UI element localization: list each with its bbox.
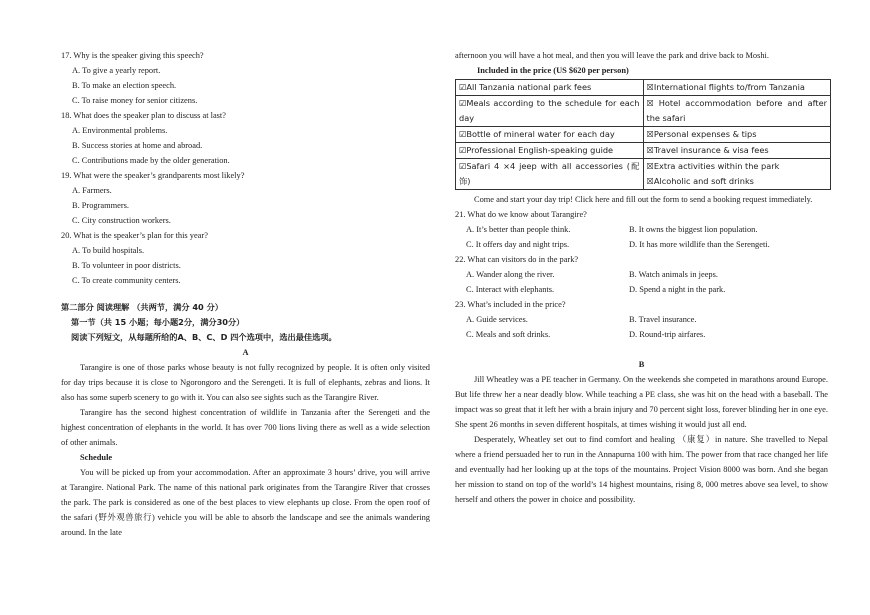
option: A. Environmental problems. xyxy=(72,126,168,135)
left-column xyxy=(61,48,430,540)
options-row xyxy=(455,267,828,282)
table-cell-included: ☑Safari 4 ×4 jeep with all accessories (配饰) xyxy=(456,159,644,190)
options-row xyxy=(455,222,828,237)
option: B. To make an election speech. xyxy=(72,81,177,90)
price-table xyxy=(455,79,831,190)
passage-b-paragraph-1: Jill Wheatley was a PE teacher in Germany. On the weekends she competed in marathons around Europe. But life threw her a near deadly blow. While teaching a PE class, she was hit on the head with a baseball. The impact was so great that it left her with a brain injury and 70 percent sight loss, forever blinding her in one eye. She spent 26 months in seven different hospitals, at times wishing it would just all end. xyxy=(455,375,828,429)
table-cell-excluded: ☒Extra activities within the park ☒Alcoholic and soft drinks xyxy=(643,159,831,190)
passage-b-label: B xyxy=(638,360,645,369)
options-row xyxy=(455,327,828,342)
table-cell-excluded: ☒Travel insurance & visa fees xyxy=(643,143,831,159)
option: A. Wander along the river. xyxy=(466,270,555,279)
question-22: 22. What can visitors do in the park? xyxy=(455,255,579,264)
table-cell-included: ☑Professional English-speaking guide xyxy=(456,143,644,159)
option: A. To build hospitals. xyxy=(72,246,145,255)
option: C. City construction workers. xyxy=(72,216,171,225)
option: A. Guide services. xyxy=(466,315,528,324)
option: A. Farmers. xyxy=(72,186,112,195)
part-2-title: 第二部分 阅读理解 （共两节，满分 40 分） xyxy=(61,302,223,312)
question-20: 20. What is the speaker’s plan for this year? xyxy=(61,231,208,240)
table-row xyxy=(456,127,831,143)
options-row xyxy=(455,312,828,327)
passage-a-paragraph-1: Tarangire is one of those parks whose beauty is not fully recognized by people. It is often only visited for day trips because it is close to Ngorongoro and the Serengeti. It is full of elephants, zebras and lions. It also has some superb scenery to go with it. You can also see sights such as the Tarangire River. xyxy=(61,363,430,402)
option: B. Travel insurance. xyxy=(629,315,697,324)
options-row xyxy=(455,237,828,252)
question-17: 17. Why is the speaker giving this speech? xyxy=(61,51,204,60)
table-cell-included: ☑All Tanzania national park fees xyxy=(456,80,644,96)
passage-a-paragraph-2: Tarangire has the second highest concentration of wildlife in Tanzania after the Serengeti and the highest concentration of elephants in the world. It has over 700 lions living there as well as a wide selection of other animals. xyxy=(61,408,430,447)
option: D. It has more wildlife than the Serengeti. xyxy=(629,240,770,249)
passage-a-paragraph-3: You will be picked up from your accommodation. After an approximate 3 hours’ drive, you will arrive at Tarangire. National Park. The name of this national park originates from the Tarangire River that crosses the park. The park is considered as one of the best places to view elephants up close. From the open roof of the safari (野外观兽旅行) vehicle you will be able to absorb the landscape and see the animals wandering around. In the late xyxy=(61,468,430,537)
options-row xyxy=(455,282,828,297)
reading-instruction: 阅读下列短文，从每题所给的A、B、C、D 四个选项中，选出最佳选项。 xyxy=(71,332,337,342)
option: B. Success stories at home and abroad. xyxy=(72,141,203,150)
option: A. It’s better than people think. xyxy=(466,225,571,234)
question-21: 21. What do we know about Tarangire? xyxy=(455,210,587,219)
option: C. Contributions made by the older generation. xyxy=(72,156,230,165)
option: C. To create community centers. xyxy=(72,276,181,285)
price-table-title: Included in the price (US $620 per person) xyxy=(477,66,629,75)
question-23: 23. What’s included in the price? xyxy=(455,300,566,309)
schedule-heading: Schedule xyxy=(80,453,113,462)
passage-a-label: A xyxy=(242,348,249,357)
right-column xyxy=(455,48,828,507)
booking-paragraph: Come and start your day trip! Click here and fill out the form to send a booking request immediately. xyxy=(474,195,813,204)
passage-b-paragraph-2: Desperately, Wheatley set out to find comfort and healing （康复）in nature. She travelled to Nepal where a friend persuaded her to run in the Annapurna 100 with him. The power from that race changed her life and eventually had her looking up at the tops of the mountains. Project Vision 8000 was born. And she began her mission to stand on top of the world’s 14 highest mountains, rising 8, 000 metres above sea level, to show herself and others the power in choice and possibility. xyxy=(455,435,828,504)
question-19: 19. What were the speaker’s grandparents most likely? xyxy=(61,171,245,180)
option: D. Round-trip airfares. xyxy=(629,330,706,339)
table-row xyxy=(456,80,831,96)
table-row xyxy=(456,159,831,190)
option: B. It owns the biggest lion population. xyxy=(629,225,758,234)
option: C. Meals and soft drinks. xyxy=(466,330,551,339)
option: C. To raise money for senior citizens. xyxy=(72,96,198,105)
option: C. It offers day and night trips. xyxy=(466,240,570,249)
option: C. Interact with elephants. xyxy=(466,285,555,294)
option: A. To give a yearly report. xyxy=(72,66,161,75)
table-cell-excluded: ☒Personal expenses & tips xyxy=(643,127,831,143)
table-row xyxy=(456,96,831,127)
option: B. Programmers. xyxy=(72,201,129,210)
section-1-title: 第一节（共 15 小题；每小题2分，满分30分） xyxy=(71,317,245,327)
table-cell-excluded: ☒International flights to/from Tanzania xyxy=(643,80,831,96)
table-cell-included: ☑Bottle of mineral water for each day xyxy=(456,127,644,143)
table-cell-excluded: ☒ Hotel accommodation before and after the safari xyxy=(643,96,831,127)
option: B. Watch animals in jeeps. xyxy=(629,270,718,279)
table-row xyxy=(456,143,831,159)
passage-a-paragraph-continued: afternoon you will have a hot meal, and then you will leave the park and drive back to Moshi. xyxy=(455,51,769,60)
table-cell-included: ☑Meals according to the schedule for each day xyxy=(456,96,644,127)
question-18: 18. What does the speaker plan to discuss at last? xyxy=(61,111,226,120)
option: D. Spend a night in the park. xyxy=(629,285,726,294)
option: B. To volunteer in poor districts. xyxy=(72,261,181,270)
